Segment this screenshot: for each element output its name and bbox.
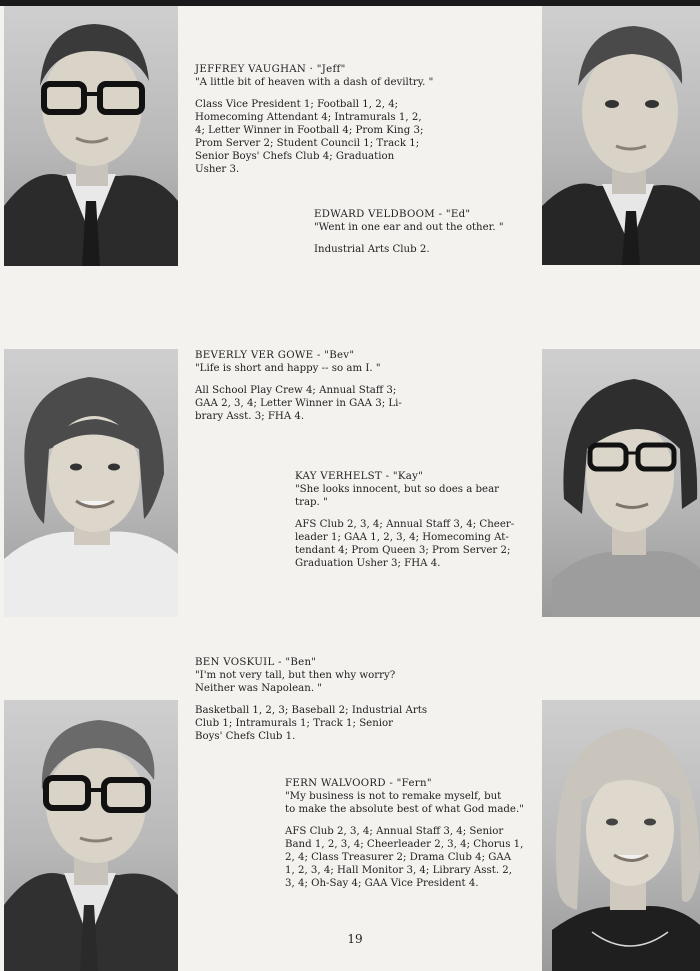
portrait-photo-jeffrey-vaughan [4, 6, 178, 266]
student-name: JEFFREY VAUGHAN [195, 64, 307, 75]
student-nickname: "Ed" [445, 209, 471, 220]
portrait-silhouette-icon [542, 6, 700, 265]
student-name: EDWARD VELDBOOM [314, 209, 436, 220]
portrait-silhouette-icon [4, 349, 178, 617]
student-name: BEN VOSKUIL [195, 657, 275, 668]
portrait-photo-beverly-ver-gowe [4, 349, 178, 617]
student-activities: AFS Club 2, 3, 4; Annual Staff 3, 4; Cheer- leader 1; GAA 1, 2, 3, 4; Homecoming At- tendant 4; Prom Queen 3; Prom Server 2; Graduation Usher 3; FHA 4. [295, 519, 515, 570]
page-number: 19 [347, 932, 363, 946]
name-separator: - [274, 657, 286, 668]
student-quote: "She looks innocent, but so does a bear trap. " [295, 484, 500, 509]
portrait-silhouette-icon [4, 6, 178, 266]
student-nickname: "Fern" [396, 778, 432, 789]
student-entry-jeffrey-vaughan [195, 63, 435, 176]
student-activities: All School Play Crew 4; Annual Staff 3; GAA 2, 3, 4; Letter Winner in GAA 3; Li- brary Asst. 3; FHA 4. [195, 385, 402, 423]
student-activities: Class Vice President 1; Football 1, 2, 4; Homecoming Attendant 4; Intramurals 1, 2, 4; Letter Winner in Football 4; Prom King 3; Prom Server 2; Student Council 1; Track 1; Senior Boys' Chefs Club 4; Graduation Usher 3. [195, 99, 424, 176]
portrait-silhouette-icon [4, 700, 178, 971]
student-nickname: "Bev" [324, 350, 355, 361]
portrait-photo-kay-verhelst [542, 349, 700, 617]
name-separator: - [435, 209, 446, 220]
student-quote: "My business is not to remake myself, but to make the absolute best of what God made." [285, 791, 524, 816]
student-name: KAY VERHELST [295, 471, 383, 482]
student-quote: "Went in one ear and out the other. " [314, 222, 504, 234]
student-quote: "I'm not very tall, but then why worry? Neither was Napolean. " [195, 670, 396, 695]
name-separator: - [382, 471, 393, 482]
student-entry-fern-walvoord [285, 777, 535, 890]
student-entry-beverly-ver-gowe [195, 349, 435, 423]
student-entry-ben-voskuil [195, 656, 440, 743]
name-separator: - [313, 350, 325, 361]
portrait-photo-fern-walvoord [542, 700, 700, 971]
portrait-silhouette-icon [542, 700, 700, 971]
name-separator: · [306, 64, 317, 75]
student-nickname: "Kay" [392, 471, 424, 482]
student-activities: Industrial Arts Club 2. [314, 244, 430, 256]
portrait-silhouette-icon [542, 349, 700, 617]
student-entry-kay-verhelst [295, 470, 530, 570]
student-entry-edward-veldboom [314, 208, 529, 256]
portrait-photo-edward-veldboom [542, 6, 700, 265]
student-name: FERN WALVOORD [285, 778, 386, 789]
student-activities: Basketball 1, 2, 3; Baseball 2; Industrial Arts Club 1; Intramurals 1; Track 1; Senior Boys' Chefs Club 1. [195, 705, 428, 743]
student-nickname: "Ben" [285, 657, 317, 668]
student-activities: AFS Club 2, 3, 4; Annual Staff 3, 4; Senior Band 1, 2, 3, 4; Cheerleader 2, 3, 4; Chorus 1, 2, 4; Class Treasurer 2; Drama Club 4; GAA 1, 2, 3, 4; Hall Monitor 3, 4; Library Asst. 2, 3, 4; Oh-Say 4; GAA Vice President 4. [285, 826, 524, 890]
name-separator: - [385, 778, 397, 789]
student-quote: "A little bit of heaven with a dash of deviltry. " [195, 77, 434, 89]
portrait-photo-ben-voskuil [4, 700, 178, 971]
student-quote: "Life is short and happy -- so am I. " [195, 363, 381, 375]
student-nickname: "Jeff" [316, 64, 346, 75]
student-name: BEVERLY VER GOWE [195, 350, 314, 361]
